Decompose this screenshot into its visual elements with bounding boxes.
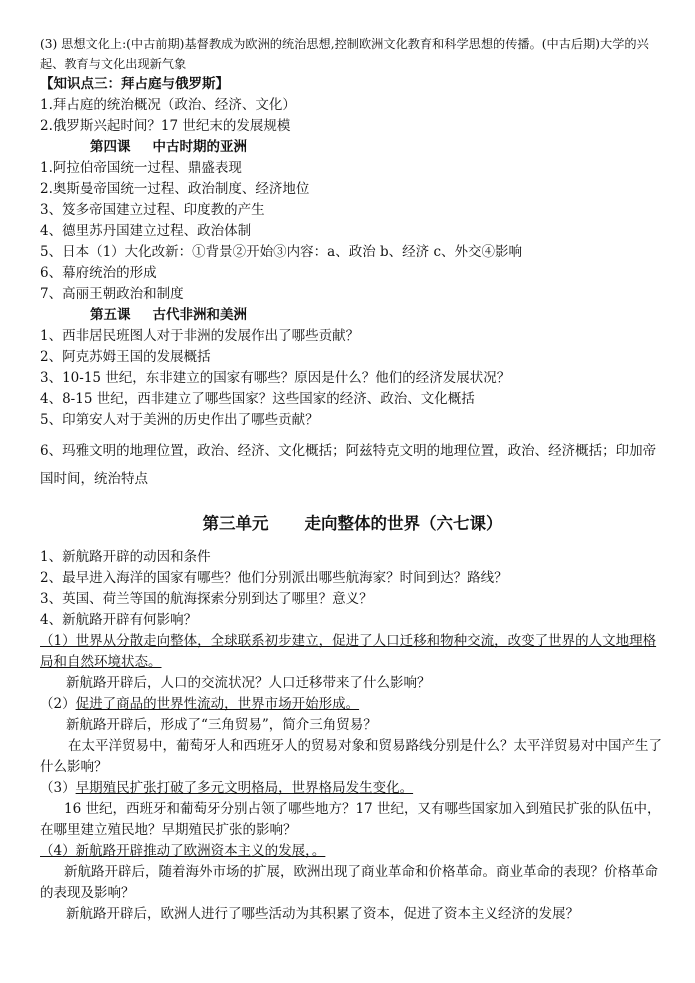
impact-question-4a: 新航路开辟后，随着海外市场的扩展，欧洲出现了商业革命和价格革命。商业革命的表现？价格革命的表现及影响？	[40, 864, 658, 901]
unit-3-title: 走向整体的世界（六七课）	[304, 514, 503, 533]
lesson-4-number: 第四课	[90, 139, 131, 155]
america-item-5: 5、印第安人对于美洲的历史作出了哪些贡献？	[40, 412, 319, 428]
impact-question-2a: 新航路开辟后，形成了“三角贸易”，简介三角贸易？	[66, 717, 377, 733]
asia-item-4: 4、德里苏丹国建立过程、政治体制	[40, 223, 252, 239]
unit-3-heading	[40, 511, 665, 537]
asia-item-7: 7、高丽王朝政治和制度	[40, 286, 184, 302]
lesson-5-heading	[90, 305, 665, 326]
asia-item-2: 2.奥斯曼帝国统一过程、政治制度、经济地位	[40, 181, 310, 197]
africa-item-2: 2、阿克苏姆王国的发展概括	[40, 349, 211, 365]
africa-item-3: 3、10-15 世纪，东非建立的国家有哪些？原因是什么？他们的经济发展状况？	[40, 370, 511, 386]
impact-question-1: 新航路开辟后，人口的交流状况？人口迁移带来了什么影响？	[66, 675, 431, 691]
impact-point-1: （1）世界从分散走向整体，全球联系初步建立，促进了人口迁移和物种交流，改变了世界的人文地理格局和自然环境状态。	[40, 633, 657, 670]
america-item-6: 6、玛雅文明的地理位置，政治、经济、文化概括；阿兹特克文明的地理位置，政治、经济概括；印加帝国时间，统治特点	[40, 443, 657, 487]
impact-point-3-text: 早期殖民扩张打破了多元文明格局，世界格局发生变化。	[75, 780, 414, 796]
culture-paragraph: (3) 思想文化上:(中古前期)基督教成为欧洲的统治思想,控制欧洲文化教育和科学思想的传播。(中古后期)大学的兴起、教育与文化出现新气象	[40, 37, 649, 71]
africa-item-4: 4、8-15 世纪，西非建立了哪些国家？这些国家的经济、政治、文化概括	[40, 391, 475, 407]
impact-point-2-number: （2）	[40, 696, 76, 712]
lesson-4-title: 中古时期的亚洲	[152, 139, 247, 155]
route-item-4: 4、新航路开辟有何影响？	[40, 612, 198, 628]
lesson-5-title: 古代非洲和美洲	[152, 307, 247, 323]
impact-point-2	[40, 694, 665, 715]
asia-item-5: 5、日本（1）大化改新：①背景②开始③内容：a、政治 b、经济 c、外交④影响	[40, 244, 523, 260]
africa-item-1: 1、西非居民班图人对于非洲的发展作出了哪些贡献？	[40, 328, 360, 344]
unit-3-number: 第三单元	[202, 514, 269, 533]
lesson-4-heading	[90, 137, 665, 158]
impact-question-3: 16 世纪，西班牙和葡萄牙分别占领了哪些地方？17 世纪，又有哪些国家加入到殖民扩张的队伍中，在哪里建立殖民地？早期殖民扩张的影响？	[40, 801, 661, 838]
byzantium-item-1: 1.拜占庭的统治概况（政治、经济、文化）	[40, 97, 296, 113]
impact-point-3-number: （3）	[40, 780, 76, 796]
route-item-1: 1、新航路开辟的动因和条件	[40, 549, 211, 565]
asia-item-3: 3、笈多帝国建立过程、印度教的产生	[40, 202, 265, 218]
impact-question-4b: 新航路开辟后，欧洲人进行了哪些活动为其积累了资本，促进了资本主义经济的发展？	[66, 906, 579, 922]
russia-item-2: 2.俄罗斯兴起时间？17 世纪末的发展规模	[40, 118, 291, 134]
impact-point-4: （4）新航路开辟推动了欧洲资本主义的发展，。	[40, 843, 326, 859]
knowledge-point-heading: 【知识点三：拜占庭与俄罗斯】	[40, 76, 229, 92]
lesson-5-number: 第五课	[90, 307, 131, 323]
route-item-3: 3、英国、荷兰等国的航海探索分别到达了哪里？意义？	[40, 591, 373, 607]
impact-point-3	[40, 778, 665, 799]
impact-question-2b: 在太平洋贸易中，葡萄牙人和西班牙人的贸易对象和贸易路线分别是什么？太平洋贸易对中国产生了什么影响？	[40, 738, 662, 775]
route-item-2: 2、最早进入海洋的国家有哪些？他们分别派出哪些航海家？时间到达？路线？	[40, 570, 508, 586]
impact-point-2-text: 促进了商品的世界性流动，世界市场开始形成。	[75, 696, 360, 712]
asia-item-1: 1.阿拉伯帝国统一过程、鼎盛表现	[40, 160, 242, 176]
asia-item-6: 6、幕府统治的形成	[40, 265, 157, 281]
